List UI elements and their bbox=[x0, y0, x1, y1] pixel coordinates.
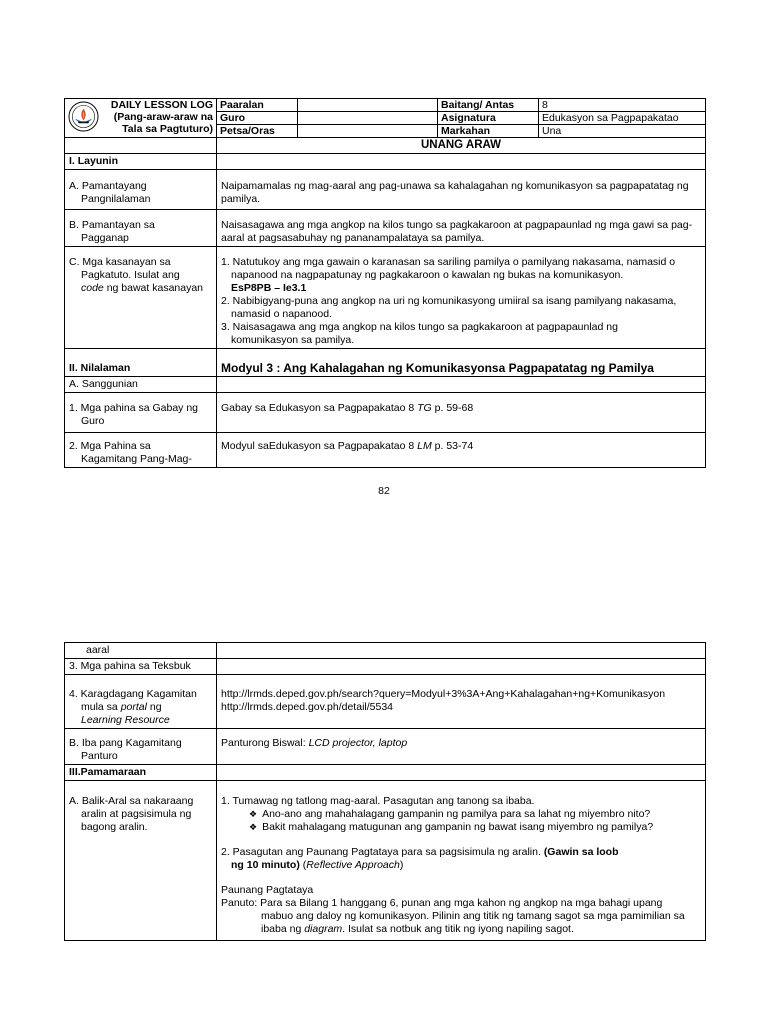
sanggunian-label: A. Sanggunian bbox=[65, 377, 217, 393]
petsa-label: Petsa/Oras bbox=[217, 125, 298, 138]
header-logo-cell bbox=[65, 99, 217, 138]
karagdagang-kagamitan-label: 4. Karagdagang Kagamitan mula sa portal ng Learning Resource bbox=[65, 675, 217, 729]
lr-link-search[interactable]: http://lrmds.deped.gov.ph/search?query=Modyul+3%3A+Ang+Kahalagahan+ng+Komunikasyon bbox=[221, 688, 666, 700]
lesson-log-table-page2 bbox=[64, 642, 706, 941]
pamantayan-pagganap-label: B. Pamantayan sa Pagganap bbox=[65, 210, 217, 247]
step-2: 2. Pasagutan ang Paunang Pagtataya para sa pagsisimula ng aralin. (Gawin sa loob bbox=[221, 846, 619, 858]
asignatura-label: Asignatura bbox=[438, 112, 539, 125]
page-number: 82 bbox=[378, 485, 390, 497]
question-bullet-2: ❖ Bakit mahalagang matugunan ang gampanin ng bawat isang miyembro ng pamilya? bbox=[249, 821, 654, 833]
balik-aral-content: 1. Tumawag ng tatlong mag-aaral. Pasagutan ang tanong sa ibaba. ❖ Ano-ano ang mahahalagang gampanin ng pamilya para sa lahat ng miyembro nito? ❖ Bakit mahalagang matugunan ang gampanin ng bawat isang miyembro ng pamilya? 2. Pasagutan ang Paunang Pagtataya para sa pagsisimula ng aralin. (Gawin sa loob ng 10 minuto) (Reflective Approach) Paunang Pagtataya Panuto: Para sa Bilang 1 hanggang 6, punan ang mga kahon ng angkop na mga bahagi upang mabuo ang daloy ng komunikasyon. Pilinin ang titik ng tamang sagot sa mga pamimilian sa ibaba ng diagram. Isulat sa notbuk ang titik ng iyong napiling sagot. bbox=[217, 781, 706, 941]
module-title: Modyul 3 : Ang Kahalagahan ng Komunikasyonsa Pagpapatatag ng Pamilya bbox=[217, 349, 706, 377]
markahan-label: Markahan bbox=[438, 125, 539, 138]
dll-title: DAILY LESSON LOG bbox=[110, 99, 213, 111]
day-title: UNANG ARAW bbox=[217, 138, 706, 154]
kasanayan-list: 1. Natutukoy ang mga gawain o karanasan sa sariling pamilya o pamilyang nakasama, namasid o napanood na nagpapatunay ng pagkakaroon o kawalan ng bukas na komunikasyon. EsP8PB – Ie3.1 2. Nabibigyang-puna ang angkop na uri ng komunikasyong umiiral sa isang pamilyang nakasama, namasid o napanood. 3. Naisasagawa ang mga angkop na kilos tungo sa pagkakaroon at pagpapaunlad ng komunikasyon sa pamilya. bbox=[217, 247, 706, 349]
nilalaman-heading: II. Nilalaman bbox=[65, 349, 217, 377]
petsa-value bbox=[298, 125, 438, 138]
lr-links bbox=[217, 675, 706, 729]
pamantayang-pangnilalaman-label: A. Pamantayang Pangnilalaman bbox=[65, 170, 217, 210]
kasanayan-item-3: 3. Naisasagawa ang mga angkop na kilos tungo sa pagkakaroon at pagpapaunlad ng bbox=[221, 321, 618, 333]
kasanayan-label: C. Mga kasanayan sa Pagkatuto. Isulat ang code ng bawat kasanayan bbox=[65, 247, 217, 349]
aaral-continuation: aaral bbox=[65, 643, 217, 659]
deped-seal-logo bbox=[68, 101, 99, 132]
paaralan-value bbox=[298, 99, 438, 112]
baitang-label: Baitang/ Antas bbox=[438, 99, 539, 112]
markahan-value: Una bbox=[539, 125, 706, 138]
dll-subtitle-1: (Pang-araw-araw na bbox=[113, 111, 213, 123]
kasanayan-item-1: 1. Natutukoy ang mga gawain o karanasan sa sariling pamilya o pamilyang nakasama, namasid o bbox=[221, 256, 676, 268]
teksbuk-label: 3. Mga pahina sa Teksbuk bbox=[65, 659, 217, 675]
lesson-log-table-page1 bbox=[64, 98, 706, 468]
panuto-line-1: Panuto: Para sa Bilang 1 hanggang 6, punan ang mga kahon ng angkop na mga bahagi upang bbox=[221, 897, 663, 909]
paunang-pagtataya-heading: Paunang Pagtataya bbox=[221, 884, 314, 896]
step-1: 1. Tumawag ng tatlong mag-aaral. Pasagutan ang tanong sa ibaba. bbox=[221, 795, 535, 807]
iba-kagamitan-text: Panturong Biswal: LCD projector, laptop bbox=[217, 729, 706, 765]
lr-link-detail[interactable]: http://lrmds.deped.gov.ph/detail/5534 bbox=[221, 701, 394, 713]
competency-code: EsP8PB – Ie3.1 bbox=[231, 282, 307, 294]
kagamitang-label: 2. Mga Pahina sa Kagamitang Pang-Mag- bbox=[65, 433, 217, 468]
pamantayang-pangnilalaman-text: Naipamamalas ng mag-aaral ang pag-unawa sa kahalagahan ng komunikasyon sa pagpapatatag ng pamilya. bbox=[217, 170, 706, 210]
guro-value bbox=[298, 112, 438, 125]
guro-label: Guro bbox=[217, 112, 298, 125]
kasanayan-item-2: 2. Nabibigyang-puna ang angkop na uri ng komunikasyong umiiral sa isang pamilyang nakasama, bbox=[221, 295, 677, 307]
kagamitang-text: Modyul saEdukasyon sa Pagpapakatao 8 LM p. 53-74 bbox=[217, 433, 706, 468]
balik-aral-label: A. Balik-Aral sa nakaraang aralin at pagsisimula ng bagong aralin. bbox=[65, 781, 217, 941]
gabay-guro-text: Gabay sa Edukasyon sa Pagpapakatao 8 TG p. 59-68 bbox=[217, 393, 706, 433]
dll-subtitle-2: Tala sa Pagtuturo) bbox=[122, 123, 213, 135]
pamantayan-pagganap-text: Naisasagawa ang mga angkop na kilos tungo sa pagkakaroon at pagpapaunlad ng mga gawi sa pag-aaral at pagsasabuhay ng pananampalataya sa pamilya. bbox=[217, 210, 706, 247]
iba-kagamitan-label: B. Iba pang Kagamitang Panturo bbox=[65, 729, 217, 765]
baitang-value: 8 bbox=[539, 99, 706, 112]
gabay-guro-label: 1. Mga pahina sa Gabay ng Guro bbox=[65, 393, 217, 433]
question-bullet-1: ❖ Ano-ano ang mahahalagang gampanin ng pamilya para sa lahat ng miyembro nito? bbox=[249, 808, 651, 820]
pamamaraan-heading: III.Pamamaraan bbox=[65, 765, 217, 781]
asignatura-value: Edukasyon sa Pagpapakatao bbox=[539, 112, 706, 125]
layunin-heading: I. Layunin bbox=[65, 154, 217, 170]
paaralan-label: Paaralan bbox=[217, 99, 298, 112]
